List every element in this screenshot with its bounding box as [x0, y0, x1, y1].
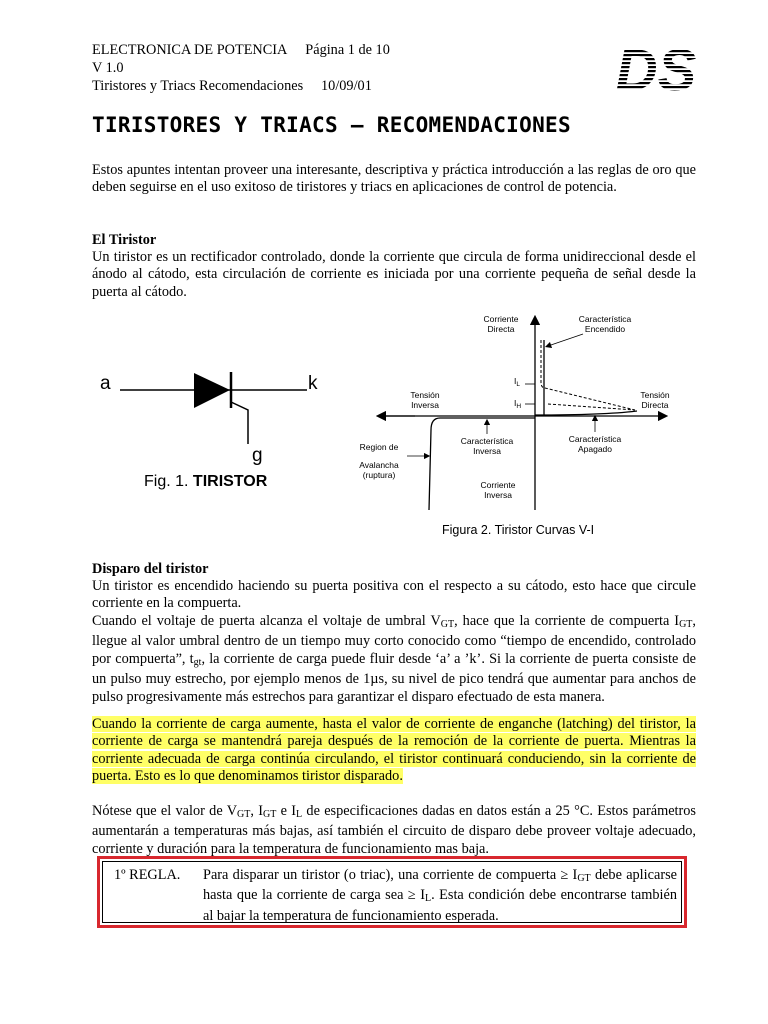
section-heading-disparo: Disparo del tiristor	[92, 561, 209, 577]
header-course: ELECTRONICA DE POTENCIA	[92, 42, 288, 58]
page-header	[92, 42, 390, 95]
p2-part-c: , llegue al valor umbral dentro de un tiempo muy corto conocido como “tiempo de encendido, controlado por compuerta”, t	[92, 613, 696, 667]
header-page-number: Página 1 de 10	[305, 42, 390, 58]
p2-sub-tgt: gt	[193, 656, 202, 668]
logo-lettering: DS	[615, 42, 697, 94]
p3-part-c: e I	[276, 803, 297, 819]
on-characteristic-label-2: Encendido	[584, 324, 626, 334]
rule-label: 1º REGLA.	[114, 867, 181, 883]
inverse-characteristic-label-2: Inversa	[473, 446, 501, 456]
inverse-voltage-label-1: Tensión	[410, 390, 440, 400]
off-characteristic-label-1: Característica	[568, 434, 622, 444]
gate-lead	[231, 402, 248, 444]
figure1-caption	[144, 473, 267, 491]
latching-current-label	[514, 376, 520, 388]
forward-current-label-1: Corriente	[483, 314, 519, 324]
inverse-current-label-1: Corriente	[480, 480, 516, 490]
disparo-paragraph-1: Un tiristor es encendido haciendo su puerta positiva con el respecto a su cátodo, esto hace que circule corriente en la compuerta.	[92, 578, 696, 612]
rule-text	[203, 867, 677, 925]
anode-label: a	[100, 373, 111, 394]
disparo-paragraph-3	[92, 803, 696, 858]
off-characteristic-label-2: Apagado	[577, 444, 613, 454]
section-tiristor-text: Un tiristor es un rectificador controlado, donde la corriente que circula de forma unidireccional desde el ánodo al cátodo, esta circulación de corriente es iniciada por una corriente pequeña de señal desde la puerta al cátodo.	[92, 249, 696, 300]
il-subscript: L	[516, 381, 520, 388]
rule-sub-il: L	[425, 893, 432, 905]
header-date: 10/09/01	[321, 77, 372, 94]
p3-sub-igt: GT	[263, 809, 277, 820]
p3-sub-il: L	[296, 809, 303, 820]
on-characteristic-label-1: Característica	[578, 314, 632, 324]
on-characteristic-arrow	[548, 334, 583, 346]
inverse-characteristic-label-1: Característica	[460, 436, 514, 446]
rule-text-a: Para disparar un tiristor (o triac), una corriente de compuerta ≥ I	[203, 867, 578, 883]
p2-sub-vgt: GT	[440, 619, 455, 630]
p3-part-a: Nótese que el valor de V	[92, 803, 238, 819]
p2-sub-igt: GT	[679, 619, 693, 630]
holding-dashed	[548, 404, 635, 410]
rule-text-b: debe aplicarse hasta que la corriente de carga sea ≥ I	[203, 867, 677, 904]
rule-box	[97, 856, 687, 928]
forward-current-label-2: Directa	[487, 324, 515, 334]
vi-curve-figure	[345, 310, 675, 515]
p3-part-d: de especificaciones dadas en datos están a 25 °C. Estos parámetros aumentarán a temperaturas más bajas, así también el circuito de disparo debe proveer voltaje adecuado, corriente y duración para la temperatura de funcionamiento mas baja.	[92, 803, 697, 857]
rule-sub-igt: GT	[577, 873, 591, 884]
ih-subscript: H	[516, 403, 522, 410]
figure1-caption-prefix: Fig. 1.	[144, 473, 189, 490]
highlighted-text: Cuando la corriente de carga aumente, hasta el valor de corriente de enganche (latching) del tiristor, la corriente de carga se mantendrá pareja después de la remoción de la corriente de puerta. Mientras la corriente adecuada de carga continúa circulando, el tiristor continuará conduciendo, sin la corriente de puerta. Esto es lo que denominamos tiristor disparado.	[92, 716, 696, 785]
p2-part-a: Cuando el voltaje de puerta alcanza el voltaje de umbral V	[92, 613, 441, 629]
thyristor-triangle	[194, 373, 230, 408]
cathode-label: k	[308, 373, 318, 394]
figure2-caption: Figura 2. Tiristor Curvas V-I	[442, 523, 595, 537]
section-heading-tiristor: El Tiristor	[92, 232, 157, 248]
header-line-1	[92, 42, 390, 60]
p3-part-b: , I	[250, 803, 263, 819]
intro-paragraph: Estos apuntes intentan proveer una interesante, descriptiva y práctica introducción a las reglas de oro que deben seguirse en el uso exitoso de tiristores y triacs en aplicaciones de control de potencia.	[92, 162, 696, 196]
off-state-curve	[535, 411, 637, 415]
header-version: V 1.0	[92, 59, 124, 76]
forward-voltage-label-2: Directa	[641, 400, 669, 410]
gate-label: g	[252, 445, 263, 466]
ds-logo-icon	[614, 42, 698, 94]
disparo-paragraph-2	[92, 613, 696, 706]
avalanche-label-1: Region de	[359, 442, 399, 452]
highlighted-paragraph	[92, 716, 696, 786]
avalanche-label-3: (ruptura)	[362, 470, 396, 480]
reverse-curve	[429, 418, 535, 510]
on-characteristic-dashed	[541, 340, 635, 410]
figure1-caption-name: TIRISTOR	[192, 473, 268, 490]
inverse-current-label-2: Inversa	[484, 490, 512, 500]
page-title: TIRISTORES Y TRIACS – RECOMENDACIONES	[92, 113, 571, 137]
il-symbol: I	[514, 376, 517, 386]
header-topic: Tiristores y Triacs Recomendaciones	[92, 77, 304, 94]
forward-voltage-label-1: Tensión	[640, 390, 670, 400]
p2-part-d: , la corriente de carga puede fluir desde ‘a’ a ’k’. Si la corriente de puerta consiste de un pulso muy estrecho, por ejemplo menos de 1µs, su nivel de pico tendrá que aumentar para anchos de pulso progresivamente más estrechos para garantizar el disparo efectuado de esta manera.	[92, 650, 697, 705]
avalanche-label-2: Avalancha	[359, 460, 399, 470]
inverse-voltage-label-2: Inversa	[411, 400, 439, 410]
p2-part-b: , hace que la corriente de compuerta I	[454, 613, 680, 629]
holding-current-label	[514, 398, 521, 410]
ih-symbol: I	[514, 398, 517, 408]
rule-text-c: . Esta condición debe encontrarse también al bajar la temperatura de funcionamiento esperada.	[203, 887, 677, 924]
header-line-3	[92, 78, 390, 96]
p3-sub-vgt: GT	[237, 809, 251, 820]
